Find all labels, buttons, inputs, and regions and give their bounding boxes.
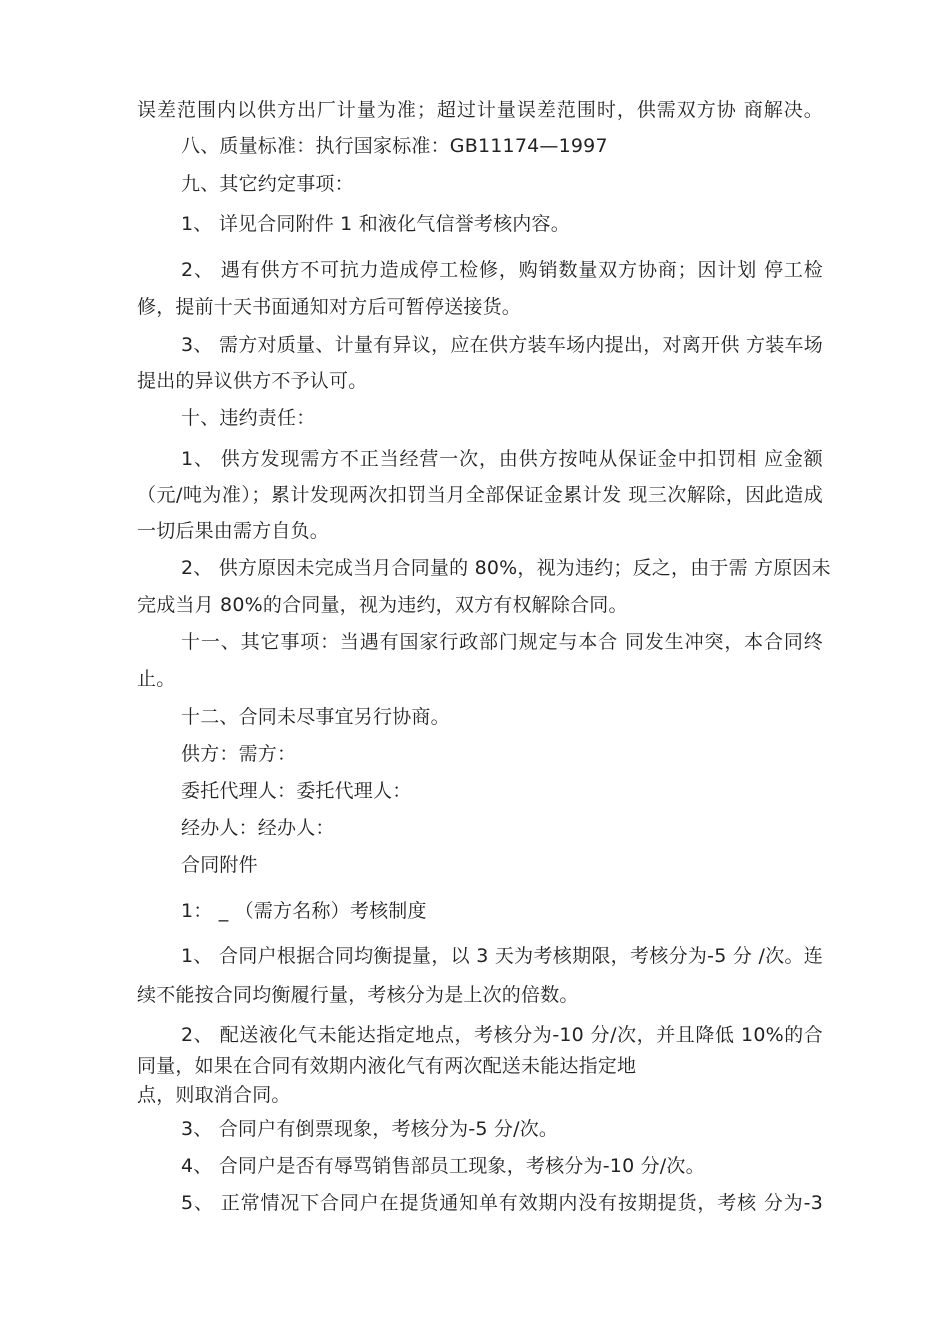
text-line: 2、 遇有供方不可抗力造成停工检修，购销数量双方协商；因计划 停工检	[181, 259, 823, 281]
appendix-subtitle: 1： _ （需方名称）考核制度	[181, 900, 427, 922]
text-line: 3、 合同户有倒票现象，考核分为-5 分/次。	[181, 1118, 559, 1140]
text-line: 点，则取消合同。	[137, 1084, 291, 1106]
signature-agents: 委托代理人：委托代理人：	[181, 780, 412, 802]
text-line: 修，提前十天书面通知对方后可暂停送接货。	[137, 296, 522, 318]
text-line: 续不能按合同均衡履行量，考核分为是上次的倍数。	[137, 984, 579, 1006]
section-heading-quality: 八、质量标准：执行国家标准：GB11174—1997	[181, 135, 608, 157]
section-heading-other-matters: 十一、其它事项：当遇有国家行政部门规定与本合 同发生冲突，本合同终	[181, 631, 823, 653]
text-line: 一切后果由需方自负。	[137, 520, 330, 542]
section-heading-other-terms: 九、其它约定事项：	[181, 173, 354, 195]
text-line: 同量，如果在合同有效期内液化气有两次配送未能达指定地	[137, 1055, 637, 1077]
text-line: 1、 详见合同附件 1 和液化气信誉考核内容。	[181, 213, 570, 235]
text-line: 止。	[137, 668, 176, 690]
signature-parties: 供方：需方：	[181, 743, 297, 765]
text-line: （元/吨为准）；累计发现两次扣罚当月全部保证金累计发 现三次解除，因此造成	[137, 484, 823, 506]
text-line: 3、 需方对质量、计量有异议，应在供方装车场内提出，对离开供 方装车场	[181, 334, 823, 356]
text-line: 5、 正常情况下合同户在提货通知单有效期内没有按期提货，考核 分为-3	[181, 1192, 823, 1214]
text-line: 4、 合同户是否有辱骂销售部员工现象，考核分为-10 分/次。	[181, 1155, 705, 1177]
text-line: 1、 供方发现需方不正当经营一次，由供方按吨从保证金中扣罚相 应金额	[181, 448, 823, 470]
text-line: 1、 合同户根据合同均衡提量，以 3 天为考核期限，考核分为-5 分 /次。连	[181, 945, 823, 967]
text-line: 误差范围内以供方出厂计量为准；超过计量误差范围时，供需双方协 商解决。	[137, 99, 823, 121]
appendix-title: 合同附件	[181, 854, 258, 876]
text-line: 提出的异议供方不予认可。	[137, 370, 368, 392]
signature-handlers: 经办人：经办人：	[181, 817, 335, 839]
section-heading-liability: 十、违约责任：	[181, 407, 316, 429]
text-line: 完成当月 80%的合同量，视为违约，双方有权解除合同。	[137, 594, 628, 616]
section-heading-negotiation: 十二、合同未尽事宜另行协商。	[181, 706, 450, 728]
text-line: 2、 配送液化气未能达指定地点，考核分为-10 分/次，并且降低 10%的合	[181, 1024, 823, 1046]
text-line: 2、 供方原因未完成当月合同量的 80%，视为违约；反之，由于需 方原因未	[181, 557, 831, 579]
